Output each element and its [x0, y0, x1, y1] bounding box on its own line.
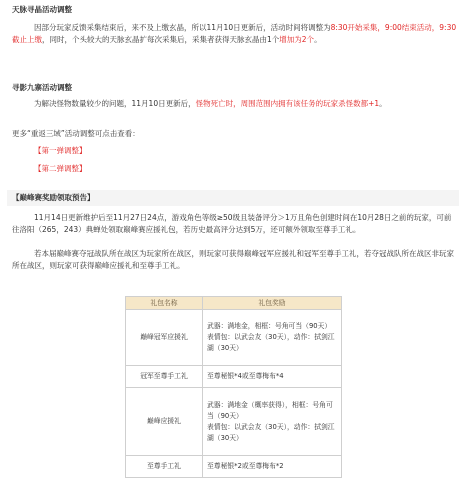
gift-name: 巅峰应援礼 — [126, 388, 203, 456]
link-first-adjustment[interactable]: 【第一弹调整】 — [34, 146, 87, 155]
peak-paragraph-1: 11月14日更新维护后至11月27日24点，游戏角色等级≥50级且装备评分＞1万且角色创建时间在10月28日之前的玩家，可前往洛阳（265，243）典蝉处领取巅峰赛应援礼包，若历史最高评分达到5万，还可额外领取至尊手工礼。 — [12, 213, 452, 234]
table-row — [126, 366, 342, 388]
gift-name: 冠军至尊手工礼 — [126, 366, 203, 388]
peak-paragraph-2: 若本届巅峰赛夺冠战队所在战区为玩家所在战区，则玩家可获得巅峰冠军应援礼和冠军至尊手工礼，若夺冠战队所在战区非玩家所在战区，则玩家可获得巅峰应援礼和至尊手工礼。 — [12, 249, 454, 270]
header-gift-reward: 礼包奖励 — [203, 297, 342, 310]
section-body-shadow: 为解决怪物数量较少的问题，11月10日更新后，怪物死亡时，周围范围内拥有该任务的玩家杀怪数都+1。 — [34, 99, 387, 108]
section-title-peak: 【巅峰赛奖励领取预告】 — [12, 193, 95, 202]
table-row — [126, 456, 342, 478]
section-title-crystal: 天脉寻晶活动调整 — [12, 5, 72, 14]
gift-reward: 武器：满地金（概率获得），相框：号角可当（90天） 表情包：以武会友（30天），动作：拭剑江湖（30天） — [203, 388, 342, 456]
table-header-row — [126, 297, 342, 310]
gift-reward: 武器：满地金，相框：号角可当（90天） 表情包：以武会友（30天），动作：拭剑江湖（30天） — [203, 310, 342, 366]
gift-name: 巅峰冠军应援礼 — [126, 310, 203, 366]
section-body-crystal: 因部分玩家反馈采集结束后，来不及上缴玄晶，所以11月10日更新后，活动时间将调整为8:30开始采集，9:00结束活动，9:30截止上缴，同时，个头较大的天脉玄晶扩每次采集后，采集者获得天脉玄晶由1个增加为2个。 — [12, 23, 457, 44]
link-second-adjustment[interactable]: 【第二弹调整】 — [34, 164, 87, 173]
more-adjustments-text: 更多“重返三域”活动调整可点击查看： — [12, 129, 140, 138]
reward-table — [125, 296, 342, 478]
section-title-shadow: 寻影九寨活动调整 — [12, 83, 72, 92]
header-gift-name: 礼包名称 — [126, 297, 203, 310]
table-row — [126, 388, 342, 456]
gift-name: 至尊手工礼 — [126, 456, 203, 478]
gift-reward: 至尊秘银*2或至尊梅布*2 — [203, 456, 342, 478]
gift-reward: 至尊秘银*4或至尊梅布*4 — [203, 366, 342, 388]
table-row — [126, 310, 342, 366]
